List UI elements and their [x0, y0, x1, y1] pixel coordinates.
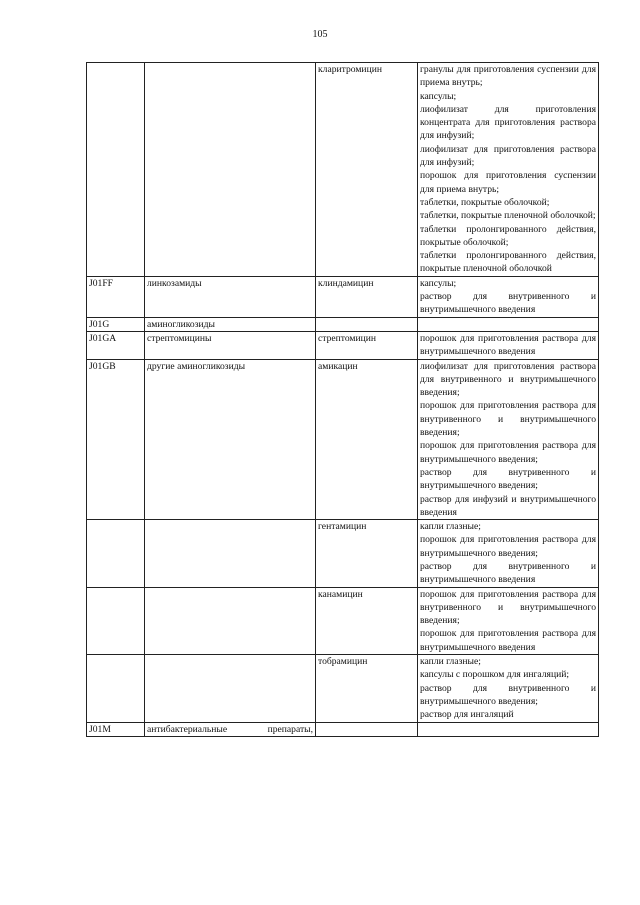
group-name-cell: стрептомицины	[145, 331, 316, 359]
page-number: 105	[312, 29, 328, 40]
dosage-form-item: порошок для приготовления раствора для внутривенного и внутримышечного введения;	[420, 588, 596, 627]
dosage-form-item: раствор для внутривенного и внутримышечного введения	[420, 291, 596, 316]
drug-name-cell: клиндамицин	[316, 276, 418, 317]
dosage-form-item: капли глазные;	[420, 521, 481, 533]
table-row	[87, 359, 599, 520]
dosage-forms-cell	[418, 359, 599, 520]
group-name-cell	[145, 63, 316, 277]
dosage-form-item: раствор для ингаляций	[420, 709, 514, 721]
dosage-forms-cell	[418, 317, 599, 331]
dosage-form-item: лиофилизат для приготовления раствора для инфузий;	[420, 143, 596, 169]
atc-code-cell	[87, 520, 145, 587]
dosage-forms-cell	[418, 520, 599, 587]
dosage-form-item: таблетки пролонгированного действия, покрытые оболочкой;	[420, 223, 596, 248]
dosage-form-item: порошок для приготовления раствора для внутримышечного введения	[420, 332, 596, 358]
table-row	[87, 331, 599, 359]
group-name-cell	[145, 655, 316, 722]
group-name-cell: антибактериальные препараты,	[145, 722, 316, 736]
dosage-form-item: таблетки, покрытые оболочкой;	[420, 196, 550, 208]
group-name-cell	[145, 587, 316, 654]
dosage-forms-cell	[418, 587, 599, 654]
dosage-form-item: капли глазные;	[420, 656, 481, 668]
dosage-forms-cell	[418, 276, 599, 317]
atc-code-cell: J01M	[87, 722, 145, 736]
drug-name-cell: канамицин	[316, 587, 418, 654]
drug-table	[86, 62, 599, 737]
table-row	[87, 722, 599, 736]
dosage-form-item: лиофилизат для приготовления раствора для внутривенного и внутримышечного введения;	[420, 360, 596, 399]
table-row	[87, 655, 599, 722]
table-row	[87, 317, 599, 331]
table-row	[87, 276, 599, 317]
group-name-cell: аминогликозиды	[145, 317, 316, 331]
dosage-form-item: порошок для приготовления раствора для внутривенного и внутримышечного введения;	[420, 400, 596, 439]
drug-name-cell	[316, 317, 418, 331]
dosage-form-item: раствор для внутривенного и внутримышечного введения;	[420, 466, 596, 492]
atc-code-cell	[87, 655, 145, 722]
atc-code-cell: J01GA	[87, 331, 145, 359]
dosage-form-item: таблетки пролонгированного действия, покрытые пленочной оболочкой	[420, 250, 596, 275]
dosage-form-item: порошок для приготовления суспензии для приема внутрь;	[420, 170, 596, 195]
drug-name-cell: стрептомицин	[316, 331, 418, 359]
dosage-form-item: лиофилизат для приготовления концентрата для приготовления раствора для инфузий;	[420, 103, 596, 142]
dosage-forms-cell	[418, 331, 599, 359]
drug-name-cell: кларитромицин	[316, 63, 418, 277]
atc-code-cell	[87, 587, 145, 654]
atc-code-cell: J01FF	[87, 276, 145, 317]
drug-name-cell: гентамицин	[316, 520, 418, 587]
table-row	[87, 63, 599, 277]
dosage-form-item: капсулы;	[420, 277, 457, 289]
group-name-cell: линкозамиды	[145, 276, 316, 317]
dosage-form-item: порошок для приготовления раствора для внутримышечного введения;	[420, 440, 596, 465]
dosage-form-item: раствор для внутривенного и внутримышечного введения	[420, 560, 596, 586]
dosage-forms-cell	[418, 63, 599, 277]
dosage-form-item: гранулы для приготовления суспензии для приема внутрь;	[420, 64, 596, 89]
atc-code-cell: J01GB	[87, 359, 145, 520]
drug-name-cell	[316, 722, 418, 736]
drug-name-cell: амикацин	[316, 359, 418, 520]
dosage-form-item: капсулы;	[420, 90, 457, 102]
dosage-forms-cell	[418, 722, 599, 736]
drug-name-cell: тобрамицин	[316, 655, 418, 722]
dosage-form-item: порошок для приготовления раствора для внутримышечного введения;	[420, 534, 596, 559]
table-row	[87, 587, 599, 654]
dosage-form-item: порошок для приготовления раствора для внутримышечного введения	[420, 628, 596, 653]
dosage-form-item: раствор для инфузий и внутримышечного введения	[420, 493, 596, 518]
dosage-forms-cell	[418, 655, 599, 722]
atc-code-cell: J01G	[87, 317, 145, 331]
dosage-form-item: таблетки, покрытые пленочной оболочкой;	[420, 210, 596, 222]
group-name-cell	[145, 520, 316, 587]
dosage-form-item: капсулы с порошком для ингаляций;	[420, 669, 570, 681]
dosage-form-item: раствор для внутривенного и внутримышечного введения;	[420, 682, 596, 707]
atc-code-cell	[87, 63, 145, 277]
group-name-cell: другие аминогликозиды	[145, 359, 316, 520]
table-row	[87, 520, 599, 587]
